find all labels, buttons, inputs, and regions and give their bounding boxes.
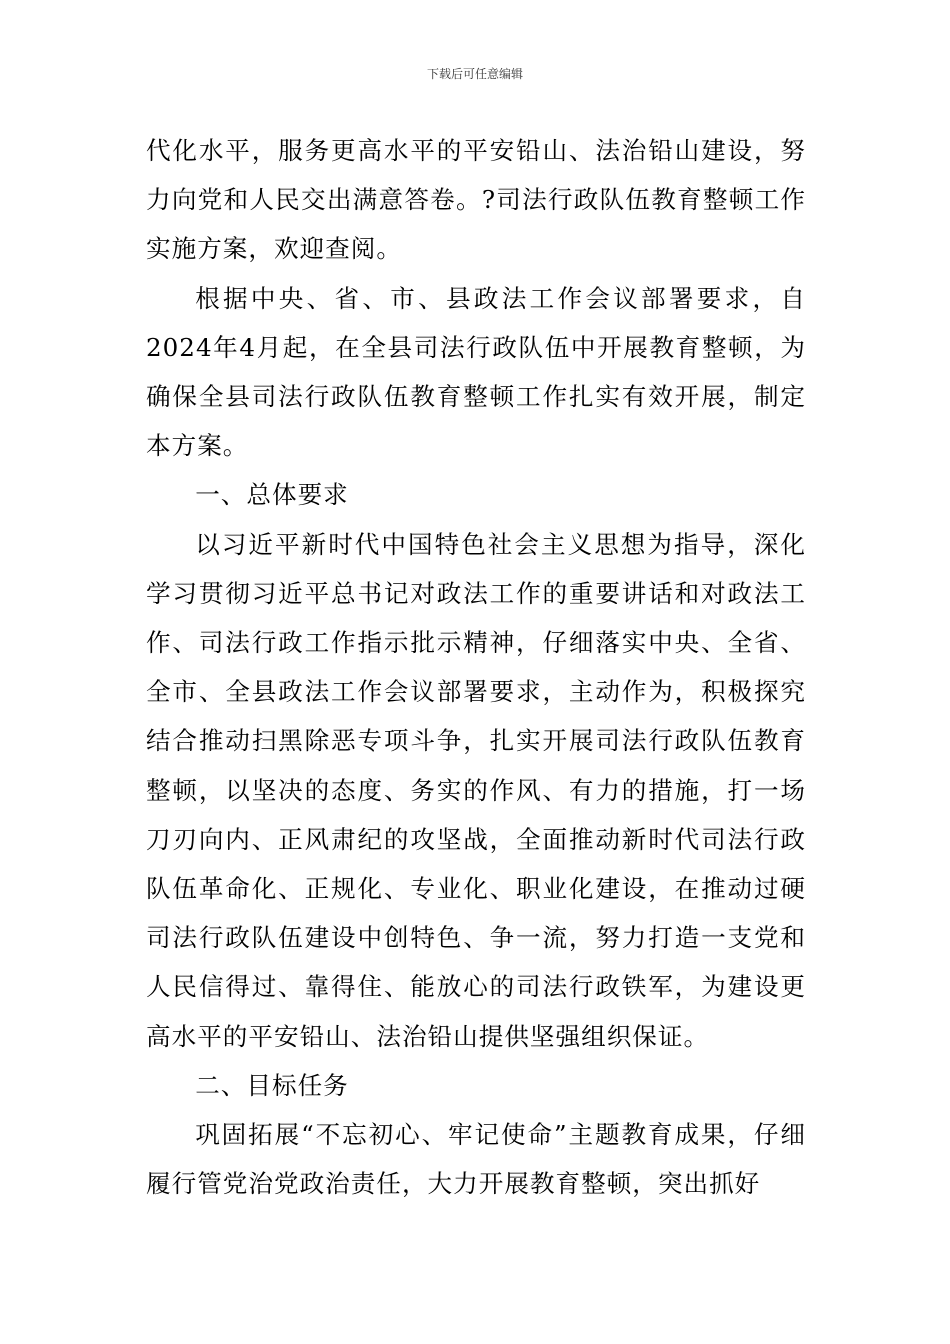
section-heading-overall-requirements: 一、总体要求 — [195, 480, 349, 510]
page-header: 下载后可任意编辑 — [426, 67, 523, 81]
paragraph-continuation: 代化水平，服务更高水平的平安铅山、法治铅山建设，努力向党和人民交出满意答卷。?司法行政队伍教育整顿工作实施方案，欢迎查阅。 — [146, 136, 806, 264]
paragraph-intro: 根据中央、省、市、县政法工作会议部署要求，自2024年4月起，在全县司法行政队伍中开展教育整顿，为确保全县司法行政队伍教育整顿工作扎实有效开展，制定本方案。 — [146, 283, 806, 461]
document-body — [146, 126, 806, 1208]
paragraph-goals-tasks: 巩固拓展“不忘初心、牢记使命”主题教育成果，仔细履行管党治党政治责任，大力开展教育整顿，突出抓好 — [146, 1120, 806, 1199]
section-heading-goals-tasks: 二、目标任务 — [195, 1070, 349, 1100]
paragraph-overall-requirements: 以习近平新时代中国特色社会主义思想为指导，深化学习贯彻习近平总书记对政法工作的重要讲话和对政法工作、司法行政工作指示批示精神，仔细落实中央、全省、全市、全县政法工作会议部署要求，主动作为，积极探究结合推动扫黑除恶专项斗争，扎实开展司法行政队伍教育整顿，以坚决的态度、务实的作风、有力的措施，打一场刀刃向内、正风肃纪的攻坚战，全面推动新时代司法行政队伍革命化、正规化、专业化、职业化建设，在推动过硬司法行政队伍建设中创特色、争一流，努力打造一支党和人民信得过、靠得住、能放心的司法行政铁军，为建设更高水平的平安铅山、法治铅山提供坚强组织保证。 — [146, 529, 806, 1051]
